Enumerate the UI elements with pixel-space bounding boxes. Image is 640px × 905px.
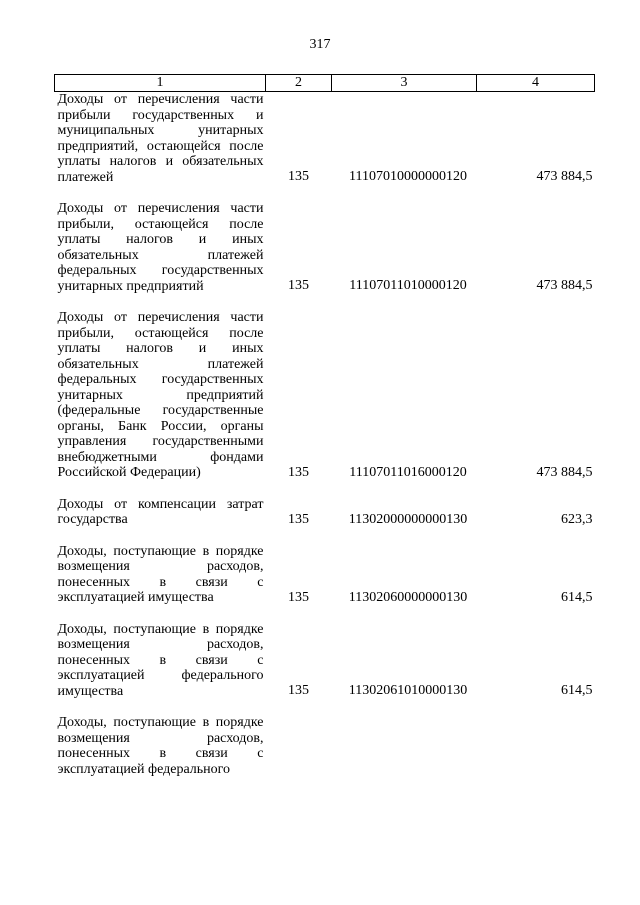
row-admin-code xyxy=(266,715,332,793)
row-amount xyxy=(477,715,595,793)
row-kbk: 11302000000000130 xyxy=(348,511,468,527)
table-header-row xyxy=(55,75,595,92)
row-amount: 473 884,5 xyxy=(536,278,593,293)
table-row xyxy=(55,544,595,622)
page-number: 317 xyxy=(309,37,331,52)
row-description: Доходы от компенсации затрат государства xyxy=(57,496,264,527)
row-amount: 614,5 xyxy=(561,683,593,698)
row-kbk: 11107011016000120 xyxy=(349,464,467,480)
row-admin-code: 135 xyxy=(288,169,309,184)
row-admin-code: 135 xyxy=(288,683,309,698)
row-kbk: 11302060000000130 xyxy=(348,589,468,605)
row-description: Доходы от перечисления части прибыли государственных и муниципальных унитарных предприятий, остающейся после уплаты налогов и обязательных платежей xyxy=(57,92,264,185)
header-col-1: 1 xyxy=(55,75,266,92)
row-admin-code: 135 xyxy=(288,278,309,293)
table-row xyxy=(55,201,595,310)
row-admin-code: 135 xyxy=(288,589,309,605)
row-description: Доходы от перечисления части прибыли, остающейся после уплаты налогов и иных обязательных платежей федеральных государственных унитарных предприятий xyxy=(57,201,264,294)
row-kbk: 11302061010000130 xyxy=(348,683,468,698)
revenue-table xyxy=(54,74,595,793)
table-row xyxy=(55,497,595,544)
header-col-3: 3 xyxy=(332,75,477,92)
row-kbk: 11107010000000120 xyxy=(349,169,467,184)
header-col-4: 4 xyxy=(477,75,595,92)
row-amount: 473 884,5 xyxy=(536,169,593,184)
row-description: Доходы, поступающие в порядке возмещения расходов, понесенных в связи с эксплуатацией имущества xyxy=(57,543,264,605)
row-admin-code: 135 xyxy=(288,511,309,527)
table-row xyxy=(55,715,595,793)
table-row xyxy=(55,92,595,202)
row-description: Доходы от перечисления части прибыли, остающейся после уплаты налогов и иных обязательных платежей федеральных государственных унитарных предприятий (федеральные государственные органы, Банк России, органы управления государственными внебюджетными фондами Российской Федерации) xyxy=(57,310,264,480)
row-kbk: 11107011010000120 xyxy=(349,278,467,293)
table-row xyxy=(55,310,595,497)
row-description: Доходы, поступающие в порядке возмещения расходов, понесенных в связи с эксплуатацией федерального xyxy=(57,715,264,777)
header-col-2: 2 xyxy=(266,75,332,92)
row-kbk xyxy=(332,715,477,793)
table-row xyxy=(55,622,595,716)
row-amount: 614,5 xyxy=(561,589,593,605)
row-admin-code: 135 xyxy=(288,464,309,480)
row-description: Доходы, поступающие в порядке возмещения расходов, понесенных в связи с эксплуатацией федерального имущества xyxy=(57,621,264,699)
row-amount: 473 884,5 xyxy=(536,464,593,480)
row-amount: 623,3 xyxy=(561,511,593,527)
